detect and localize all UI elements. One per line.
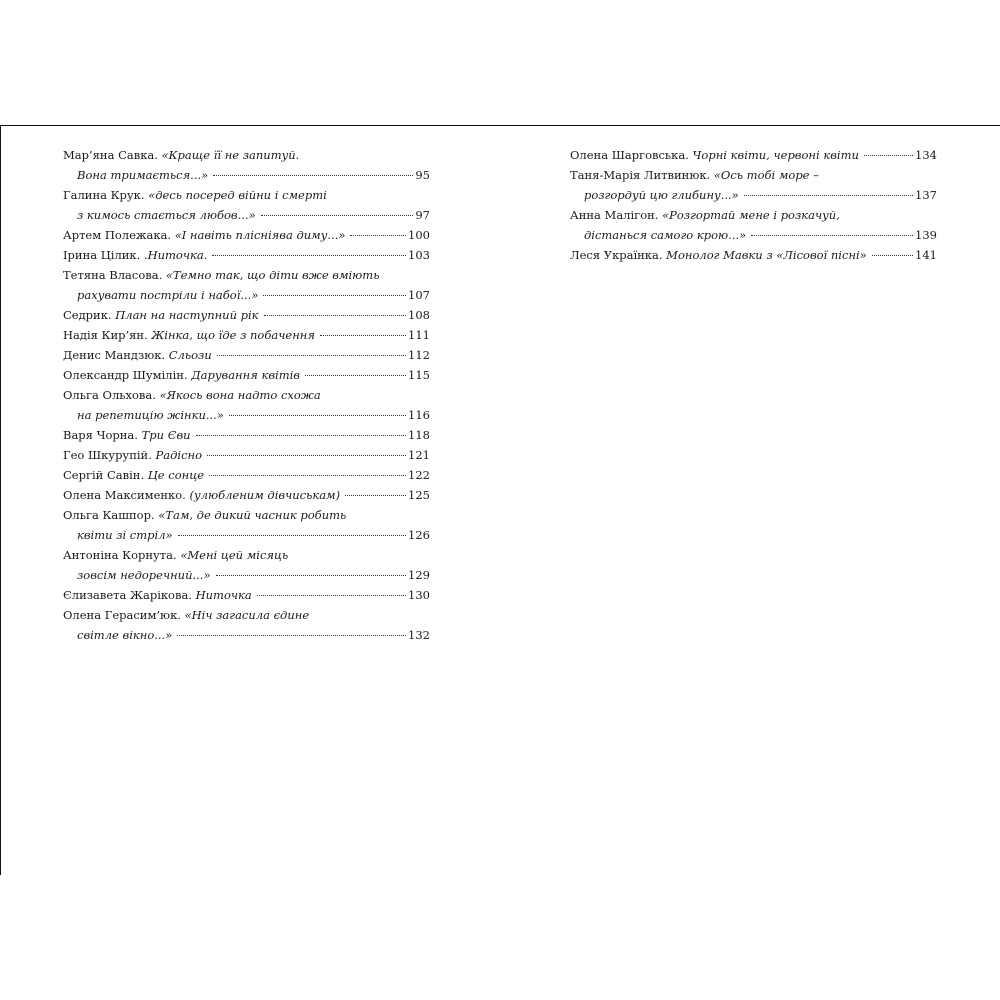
toc-title: світле вікно...» xyxy=(77,628,173,642)
toc-page-number: 121 xyxy=(408,448,430,462)
toc-title: Чорні квіти, червоні квіти xyxy=(692,148,859,162)
toc-entry-line xyxy=(63,205,430,225)
toc-title: Це сонце xyxy=(147,468,205,482)
toc-leader-dots xyxy=(209,475,406,476)
toc-author: Олена Максименко. xyxy=(63,488,186,502)
toc-title: .Ниточка. xyxy=(143,248,208,262)
toc-entry-line xyxy=(570,245,937,265)
toc-title: зовсім недоречний...» xyxy=(77,568,211,582)
toc-title: «Розгортай мене і розкачуй, xyxy=(662,208,840,222)
toc-entry-line xyxy=(63,625,430,645)
toc-entry-line xyxy=(63,225,430,245)
toc-title: Вона тримається...» xyxy=(77,168,209,182)
toc-leader-dots xyxy=(350,235,406,236)
toc-title: Дарування квітів xyxy=(191,368,300,382)
toc-page-number: 107 xyxy=(408,288,430,302)
toc-entry xyxy=(63,425,430,445)
toc-title: «І навіть плісніява диму...» xyxy=(174,228,346,242)
toc-author: Ольга Ольхова. xyxy=(63,388,156,402)
toc-title: «Там, де дикий часник робить xyxy=(158,508,347,522)
toc-author: Седрик. xyxy=(63,308,112,322)
toc-page-number: 103 xyxy=(408,248,430,262)
toc-title: Монолог Мавки з «Лісової пісні» xyxy=(666,248,867,262)
toc-author: Ольга Кашпор. xyxy=(63,508,155,522)
toc-leader-dots xyxy=(207,455,406,456)
toc-entry-line xyxy=(63,385,430,405)
toc-leader-dots xyxy=(864,155,913,156)
toc-title: «Ніч загасила єдине xyxy=(184,608,310,622)
toc-author: Надія Кир’ян. xyxy=(63,328,148,342)
toc-entry-line xyxy=(63,185,430,205)
toc-left-column xyxy=(63,145,430,645)
toc-entry-line xyxy=(63,265,430,285)
toc-entry xyxy=(63,445,430,465)
toc-entry xyxy=(63,605,430,645)
toc-entry xyxy=(63,305,430,325)
toc-title: на репетицію жінки...» xyxy=(77,408,224,422)
toc-entry-line xyxy=(63,525,430,545)
toc-leader-dots xyxy=(216,575,407,576)
toc-title: Три Єви xyxy=(141,428,191,442)
toc-entry-line xyxy=(63,305,430,325)
toc-title: Радісно xyxy=(155,448,203,462)
toc-entry xyxy=(63,545,430,585)
toc-right-column xyxy=(570,145,937,265)
toc-page-number: 126 xyxy=(408,528,430,542)
toc-entry-line xyxy=(63,165,430,185)
toc-entry xyxy=(63,185,430,225)
toc-entry xyxy=(63,265,430,305)
toc-entry-line xyxy=(63,345,430,365)
toc-title: «Краще її не запитуй. xyxy=(161,148,300,162)
toc-page-number: 141 xyxy=(915,248,937,262)
toc-leader-dots xyxy=(872,255,913,256)
toc-entry xyxy=(63,505,430,545)
toc-entry xyxy=(63,585,430,605)
toc-page-number: 137 xyxy=(915,188,937,202)
toc-entry xyxy=(570,245,937,265)
toc-entry-line xyxy=(63,605,430,625)
toc-entry-line xyxy=(63,565,430,585)
toc-title: квіти зі стріл» xyxy=(77,528,173,542)
toc-entry xyxy=(63,225,430,245)
toc-title: з кимось стається любов...» xyxy=(77,208,256,222)
toc-entry xyxy=(63,465,430,485)
toc-page-number: 111 xyxy=(408,328,430,342)
toc-entry xyxy=(63,245,430,265)
toc-entry-line xyxy=(570,205,937,225)
toc-page-number: 116 xyxy=(408,408,430,422)
toc-leader-dots xyxy=(261,215,414,216)
toc-entry-line xyxy=(63,585,430,605)
toc-page-number: 97 xyxy=(415,208,430,222)
toc-author: Тетяна Власова. xyxy=(63,268,163,282)
toc-entry xyxy=(63,345,430,365)
toc-page-number: 108 xyxy=(408,308,430,322)
toc-page-number: 122 xyxy=(408,468,430,482)
toc-leader-dots xyxy=(263,295,406,296)
toc-entry-line xyxy=(63,445,430,465)
toc-entry xyxy=(63,385,430,425)
toc-title: Жінка, що їде з побачення xyxy=(151,328,315,342)
toc-author: Таня-Марія Литвинюк. xyxy=(570,168,711,182)
toc-entry xyxy=(570,205,937,245)
toc-leader-dots xyxy=(196,435,406,436)
toc-page-number: 115 xyxy=(408,368,430,382)
toc-author: Олександр Шумілін. xyxy=(63,368,188,382)
toc-entry-line xyxy=(63,405,430,425)
toc-title: План на наступний рік xyxy=(115,308,259,322)
toc-title: (улюбленим дівчиськам) xyxy=(189,488,341,502)
toc-author: Мар’яна Савка. xyxy=(63,148,158,162)
toc-author: Анна Малігон. xyxy=(570,208,659,222)
toc-title: дістанься самого крою...» xyxy=(584,228,747,242)
toc-page-number: 132 xyxy=(408,628,430,642)
toc-leader-dots xyxy=(177,635,406,636)
toc-leader-dots xyxy=(320,335,406,336)
toc-leader-dots xyxy=(217,355,406,356)
toc-author: Леся Українка. xyxy=(570,248,663,262)
toc-title: рахувати постріли і набої...» xyxy=(77,288,259,302)
toc-author: Ірина Цілик. xyxy=(63,248,141,262)
toc-leader-dots xyxy=(305,375,406,376)
toc-leader-dots xyxy=(345,495,406,496)
toc-entry xyxy=(63,325,430,345)
toc-author: Єлизавета Жарікова. xyxy=(63,588,192,602)
toc-entry-line xyxy=(63,285,430,305)
toc-page-number: 134 xyxy=(915,148,937,162)
toc-page-number: 112 xyxy=(408,348,430,362)
toc-entry-line xyxy=(570,165,937,185)
toc-entry-line xyxy=(63,505,430,525)
toc-title: «Якось вона надто схожа xyxy=(159,388,321,402)
toc-entry xyxy=(63,145,430,185)
toc-author: Антоніна Корнута. xyxy=(63,548,177,562)
toc-author: Галина Крук. xyxy=(63,188,145,202)
toc-page-number: 139 xyxy=(915,228,937,242)
toc-entry xyxy=(63,485,430,505)
toc-title: Сльози xyxy=(168,348,212,362)
toc-page-number: 95 xyxy=(415,168,430,182)
toc-page-number: 118 xyxy=(408,428,430,442)
toc-entry xyxy=(570,145,937,165)
toc-title: Ниточка xyxy=(195,588,252,602)
toc-title: «Темно так, що діти вже вміють xyxy=(165,268,380,282)
toc-entry-line xyxy=(63,365,430,385)
toc-author: Денис Мандзюк. xyxy=(63,348,166,362)
toc-leader-dots xyxy=(212,255,406,256)
toc-title: розгордуй цю глибину...» xyxy=(584,188,739,202)
toc-title: «десь посеред війни і смерті xyxy=(148,188,327,202)
toc-page-number: 129 xyxy=(408,568,430,582)
toc-entry-line xyxy=(63,485,430,505)
toc-page-number: 100 xyxy=(408,228,430,242)
toc-leader-dots xyxy=(229,415,406,416)
toc-leader-dots xyxy=(751,235,913,236)
toc-entry-line xyxy=(63,245,430,265)
toc-author: Гео Шкурупій. xyxy=(63,448,152,462)
toc-entry-line xyxy=(63,425,430,445)
toc-entry-line xyxy=(570,145,937,165)
toc-entry xyxy=(63,365,430,385)
toc-author: Олена Герасим’юк. xyxy=(63,608,181,622)
toc-title: «Мені цей місяць xyxy=(180,548,289,562)
toc-leader-dots xyxy=(257,595,406,596)
toc-author: Варя Чорна. xyxy=(63,428,138,442)
toc-leader-dots xyxy=(264,315,406,316)
toc-entry-line xyxy=(63,145,430,165)
toc-entry-line xyxy=(570,185,937,205)
toc-author: Артем Полежака. xyxy=(63,228,172,242)
toc-entry-line xyxy=(63,465,430,485)
toc-title: «Ось тобі море – xyxy=(713,168,819,182)
toc-author: Сергій Савін. xyxy=(63,468,145,482)
toc-page-number: 125 xyxy=(408,488,430,502)
toc-leader-dots xyxy=(213,175,413,176)
toc-leader-dots xyxy=(744,195,913,196)
toc-entry-line xyxy=(63,325,430,345)
toc-leader-dots xyxy=(178,535,406,536)
toc-page-number: 130 xyxy=(408,588,430,602)
toc-entry-line xyxy=(570,225,937,245)
toc-author: Олена Шарговська. xyxy=(570,148,689,162)
toc-entry-line xyxy=(63,545,430,565)
toc-entry xyxy=(570,165,937,205)
